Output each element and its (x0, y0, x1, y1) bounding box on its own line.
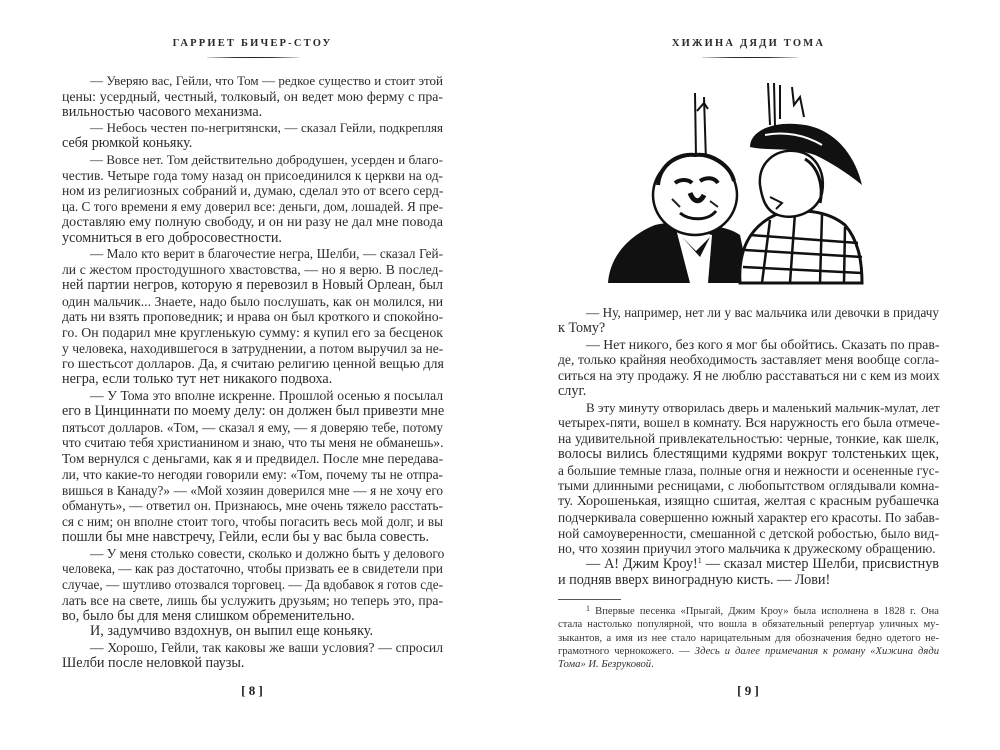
text-line: ли, что какие-то негодяи говорили ему: «Том, почему ты не отпра- (62, 466, 443, 482)
running-head-author: ГАРРИЕТ БИЧЕР-СТОУ (172, 38, 333, 49)
text-line: ном из религиозных собраний и, думаю, сделал это от всего серд- (62, 183, 444, 199)
right-page (500, 0, 1000, 750)
text-line: ту. Хорошенькая, изящно сшитая, желтая с красным рубашечка (558, 494, 939, 509)
footnote-reference[interactable]: 1 (697, 556, 702, 565)
footnote-text: грамотного чернокожего. — (558, 645, 695, 657)
text-line: доставляю ему полную свободу, и он ни разу не дал мне повода (62, 214, 443, 230)
header-rule (702, 57, 798, 58)
footnote-line: зыкантов, а имя из нее стало нарицательным для обозначения бедно одетого не- (558, 632, 939, 644)
text-line: лать все на свете, лишь бы услужить друзьям; но теперь это, пра- (62, 592, 443, 608)
text-line: у человека, находившегося в затруднении, а потом выручил за не- (62, 340, 444, 356)
text-line: — Вовсе нет. Том действительно добродушен, усерден и благо- (90, 151, 443, 167)
text-line: — Нет никого, без кого я мог бы обойтись. Сказать по прав- (586, 336, 940, 352)
text-line: случае, — шутливо отозвался торговец. — Да вдобавок я готов сде- (62, 577, 443, 592)
text-line: честив. Четыре года тому назад он присоединился к церкви на од- (62, 167, 443, 183)
text-line: ли с жестом простодушного хвастовства, — но я верю. В послед- (62, 262, 443, 277)
footnote-marker: 1 (586, 604, 590, 613)
two-men-illustration (600, 75, 870, 285)
text-line: де, только крайняя необходимость заставляет меня вообще согла- (558, 352, 939, 368)
footnote-italic-text: Тома» И. Безруковой (558, 659, 652, 671)
text-line: тыми длинными ресницами, с любопытством оглядывали комна- (558, 478, 939, 494)
text-line: его в Цинциннати по моему делу: он должен был привезти мне (62, 402, 445, 419)
footnote-line (558, 605, 939, 618)
footnote-italic-text: Здесь и далее примечания к роману «Хижина дяди (694, 645, 939, 657)
footnote-rule (558, 599, 621, 600)
left-body-text (62, 73, 443, 672)
text-line: человека, — как раз достаточно, чтобы призвать ее в свидетели при (62, 561, 443, 577)
footnote-line: стала настолько популярной, что вошла в обязательный репертуар уличных му- (558, 619, 939, 631)
text-line: негра, если только тут нет никакого подвоха. (62, 371, 333, 388)
text-line: — Уверяю вас, Гейли, что Том — редкое существо и стоит этой (90, 73, 443, 88)
text-line: пятьсот долларов. «Том, — сказал я ему, — я доверяю тебе, потому (62, 419, 443, 435)
text-span: — А! Джим Кроу! (586, 556, 698, 572)
text-line: на удивительной привлекательностью: черные, тонкие, как шелк, (558, 431, 939, 446)
text-line: один мальчик... Знаете, надо было послушать, как он молился, ни (62, 293, 443, 309)
text-line: Том вернулся с деньгами, как я и предвидел. После мне передава- (62, 451, 444, 466)
text-line: но, что хозяин приучил этого мальчика к дружескому обращению. (558, 541, 936, 557)
text-line: вишься в Канаду?» — «Мой хозяин доверился мне — я не хочу его (62, 482, 443, 498)
footnote-line (558, 658, 939, 671)
page-number-left: [ 8 ] (241, 683, 263, 698)
page-number-right: [ 9 ] (737, 683, 759, 698)
right-body-text (558, 305, 939, 557)
text-line (558, 557, 939, 573)
text-line: И, задумчиво вздохнув, он выпил еще коньяку. (90, 623, 373, 640)
text-line: цены: усердный, честный, толковый, он ведет мою ферму с пра- (62, 88, 443, 104)
text-line: во, было бы для меня слишком обременительно. (62, 607, 355, 624)
text-line: — Небось честен по-негритянски, — сказал Гейли, подкрепляя (90, 120, 443, 136)
text-line: и подняв вверх виноградную кисть. — Лови! (558, 571, 831, 588)
text-line: ца. С того времени я ему доверил все: деньги, дом, лошадей. Я пре- (62, 199, 443, 214)
footnote-text: . (651, 659, 654, 671)
text-line: В эту минуту отворилась дверь и маленький мальчик-мулат, лет (586, 399, 940, 415)
text-line: усомниться в его добросовестности. (62, 229, 282, 246)
footnote-text: Впервые песенка «Прыгай, Джим Кроу» была исполнена в 1828 г. Она (595, 606, 940, 617)
text-line: — У Тома это вполне искренне. Прошлой осенью я посылал (90, 388, 443, 403)
text-line: — Ну, например, нет ли у вас мальчика или девочки в придачу (586, 305, 939, 320)
text-line: вильностью часового механизма. (62, 103, 263, 120)
footnote-line (558, 645, 939, 658)
footnote (558, 605, 939, 671)
running-head-title: ХИЖИНА ДЯДИ ТОМА (671, 38, 826, 49)
text-line: пошли бы мне навстречу, Гейли, если бы у вас была совесть. (62, 528, 430, 545)
text-line: обмануть», — ответил он. Признаюсь, мне очень тяжело расстать- (62, 498, 443, 514)
text-line: четырех-пяти, вошел в комнату. Вся наружность его была отмече- (558, 415, 940, 431)
text-span: — сказал мистер Шелби, присвистнув (701, 556, 939, 572)
text-line: к Тому? (558, 319, 606, 336)
text-line: ся с ним; он вполне стоит того, чтобы погасить весь мой долг, и вы (62, 514, 443, 529)
text-line: — Мало кто верит в благочестие негра, Шелби, — сказал Гей- (90, 246, 443, 262)
text-line: Шелби после неловкой паузы. (62, 654, 245, 671)
text-line: себя рюмкой коньяку. (62, 135, 193, 151)
text-line: го шестьсот долларов. Да, я считаю религию ценной вещью для (62, 356, 444, 372)
text-line: слуг. (558, 382, 587, 399)
text-line: а большие темные глаза, полные огня и нежности и осененные гус- (558, 462, 939, 478)
text-line: го. Он подарил мне кругленькую сумму: я купил его за бесценок (62, 325, 443, 340)
header-rule (207, 57, 299, 58)
text-line: волосы вились блестящими кудрями вокруг толстеньких щек, (558, 445, 939, 462)
text-line: ситься на эту продажу. Я не люблю расставаться ни с кем из моих (558, 368, 940, 383)
jim-crow-paragraph (558, 557, 939, 589)
text-line: — Хорошо, Гейли, так каковы же ваши условия? — спросил (90, 640, 443, 655)
text-line: ней партии негров, которую я перевозил в Новый Орлеан, был (62, 276, 443, 293)
text-line: ной самоуверенности, смешанной с детской робостью, было вид- (558, 525, 939, 541)
text-line: дать ни взять проповедник; и нрава он был кроткого и спокойно- (62, 309, 444, 325)
text-line: — У меня столько совести, сколько и должно быть у делового (90, 545, 445, 561)
text-line: что считаю тебя христианином и знаю, что ты меня не обманешь». (62, 435, 444, 451)
text-line: подчеркивала совершенно южный характер его красоты. По забав- (558, 509, 940, 525)
